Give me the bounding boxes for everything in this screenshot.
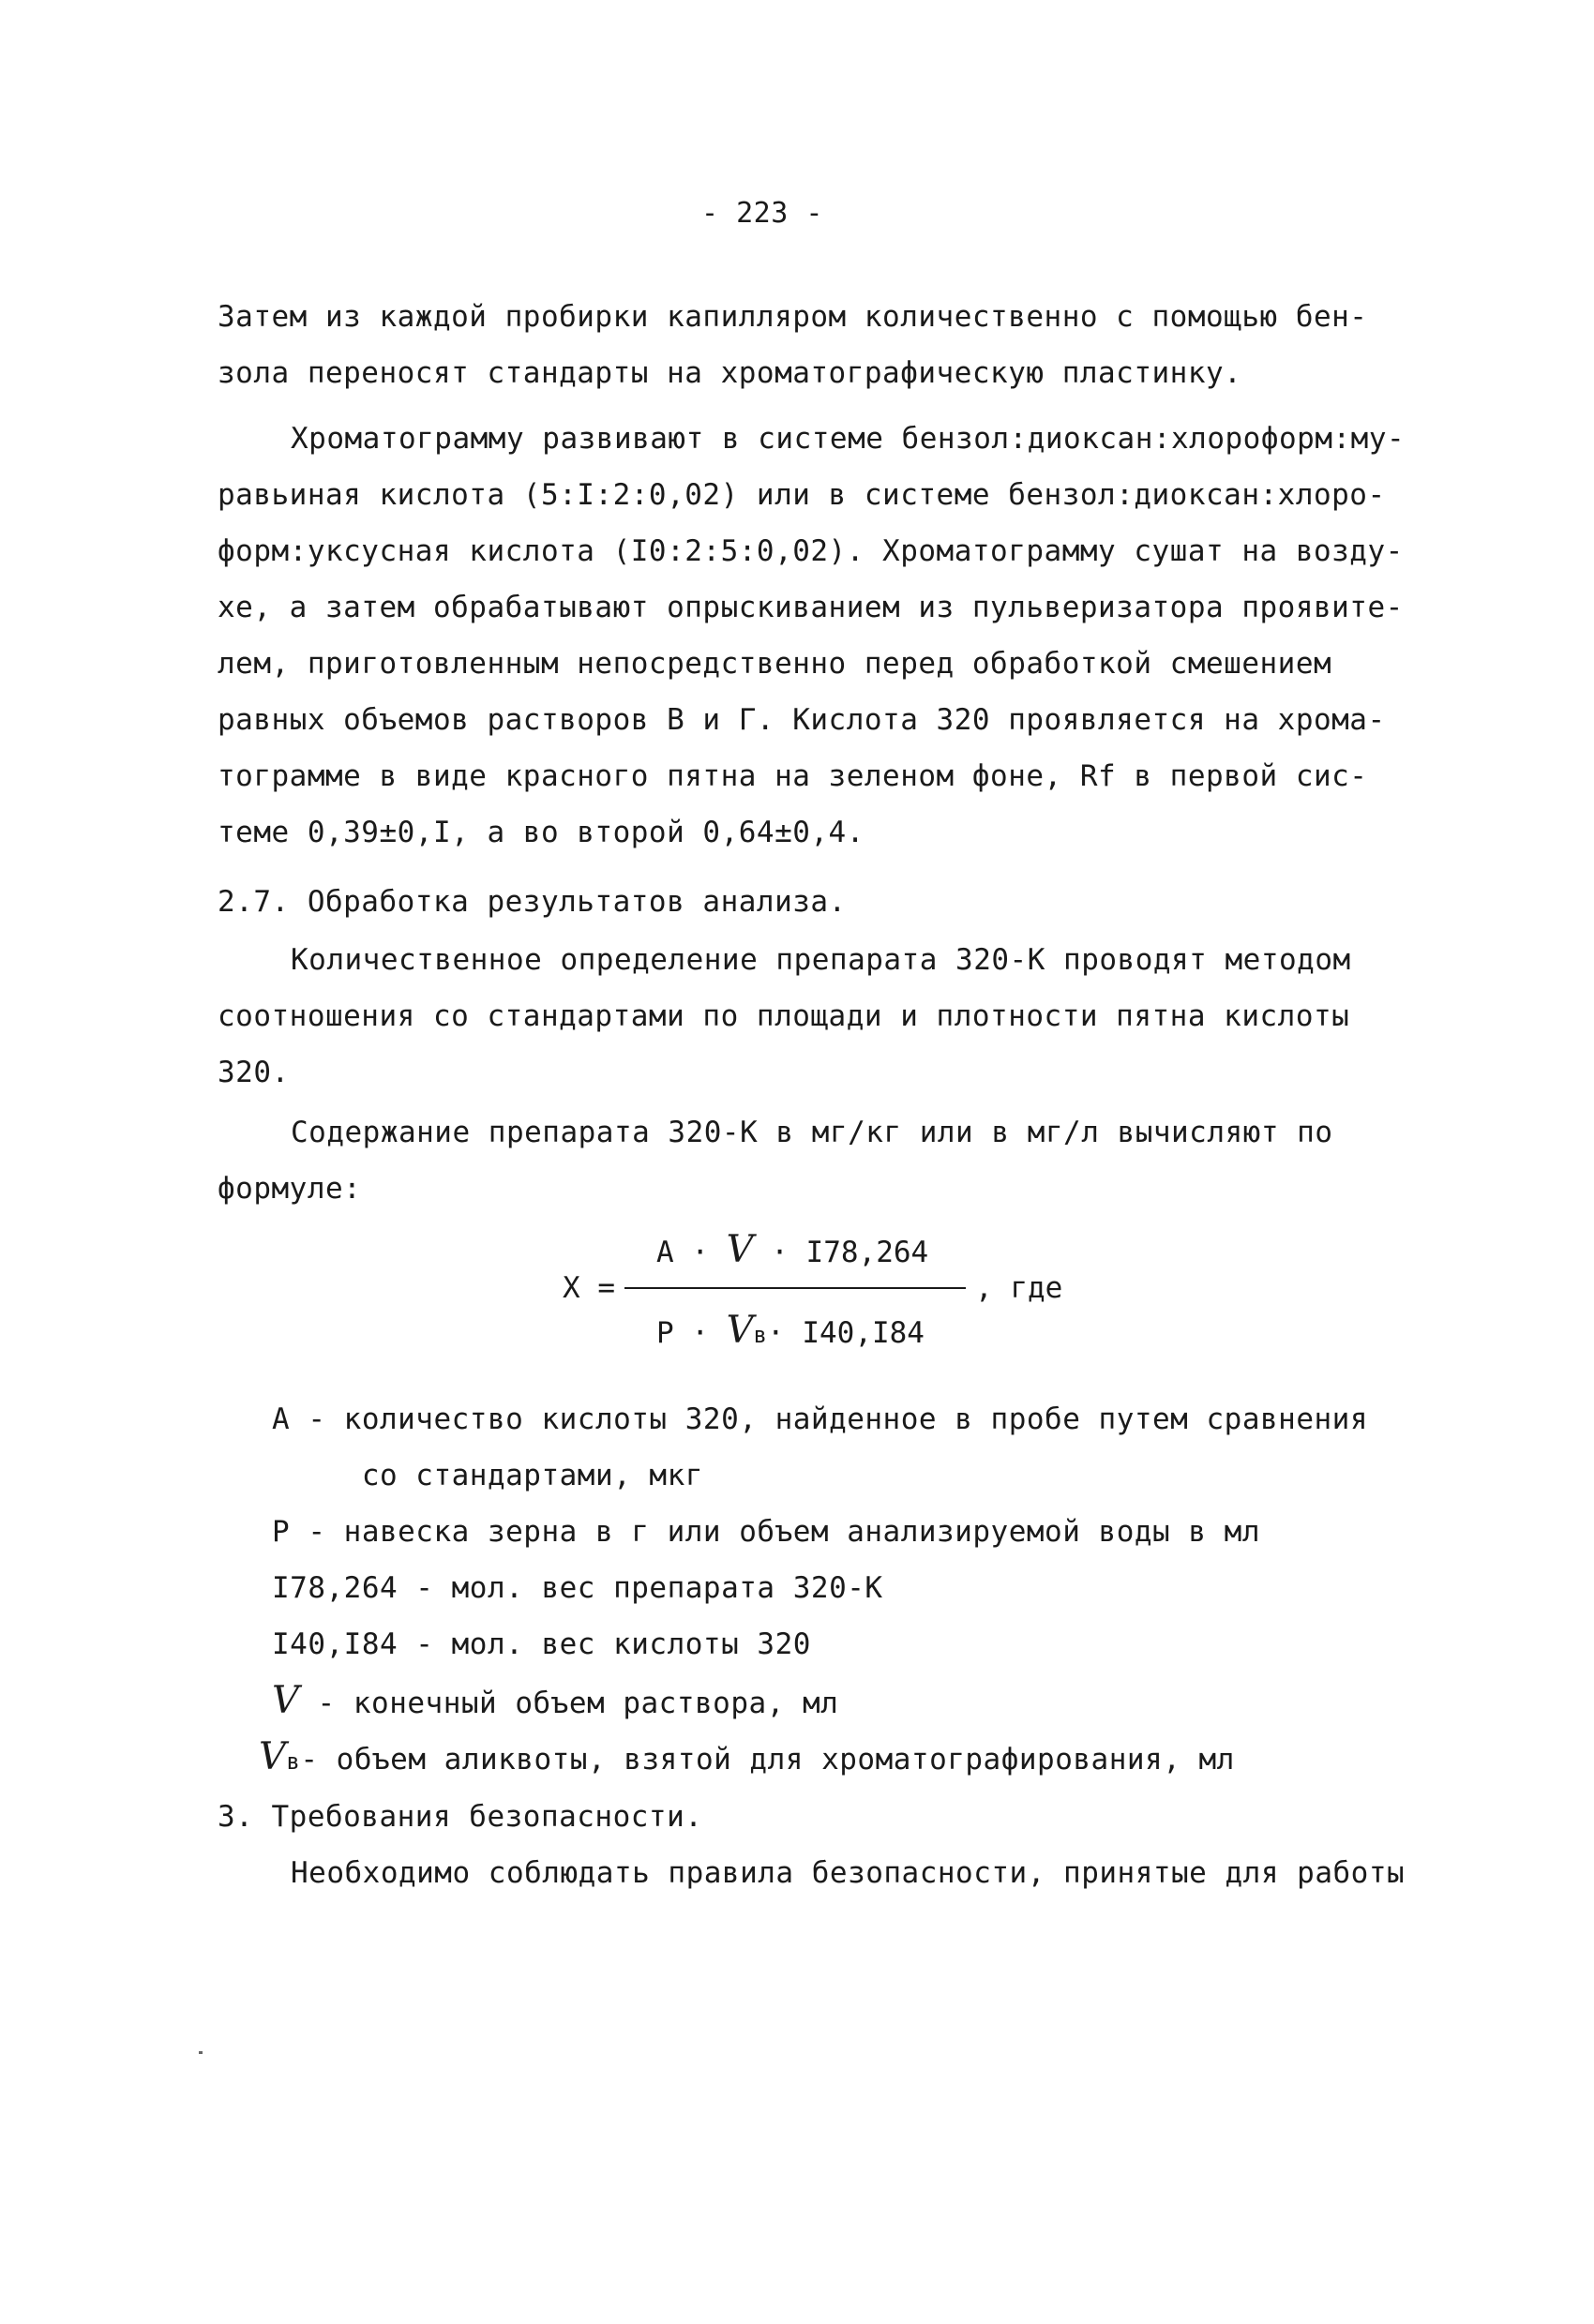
definition-line: I40,I84 - мол. вес кислоты 320: [272, 1627, 811, 1661]
paragraph-line: равных объемов растворов В и Г. Кислота 320 проявляется на хрома-: [218, 703, 1386, 737]
definition-line: P - навеска зерна в г или объем анализируемой воды в мл: [272, 1515, 1260, 1549]
paragraph-line: Содержание препарата 320-К в мг/кг или в мг/л вычисляют по: [291, 1116, 1333, 1149]
fraction-bar: [624, 1287, 966, 1289]
formula-denominator: P · Vв· I40,I84: [656, 1309, 925, 1352]
paragraph-line: формуле:: [218, 1172, 362, 1206]
definition-line: I78,264 - мол. вес препарата 320-К: [272, 1571, 883, 1605]
paragraph-line: Необходимо соблюдать правила безопасности, принятые для работы: [291, 1856, 1406, 1890]
section-heading: 3. Требования безопасности.: [218, 1800, 703, 1834]
definition-line-vb: Vв- объем аликвоты, взятой для хроматографирования, мл: [259, 1735, 1235, 1778]
formula-numerator: A · V · I78,264: [656, 1228, 929, 1271]
definition-line: A - количество кислоты 320, найденное в пробе путем сравнения: [272, 1402, 1368, 1436]
paragraph-line: соотношения со стандартами по площади и плотности пятна кислоты: [218, 999, 1350, 1033]
paragraph-line: равьиная кислота (5:I:2:0,02) или в системе бензол:диоксан:хлоро-: [218, 478, 1386, 512]
paragraph-line: лем, приготовленным непосредственно перед обработкой смешением: [218, 647, 1332, 681]
scan-speck: [199, 2051, 203, 2054]
paragraph-line: теме 0,39±0,I, а во второй 0,64±0,4.: [218, 816, 865, 849]
paragraph-line: зола переносят стандарты на хроматографическую пластинку.: [218, 356, 1242, 390]
definition-line: со стандартами, мкг: [272, 1459, 703, 1492]
formula-lhs: X =: [563, 1271, 615, 1305]
formula-where: , где: [975, 1271, 1063, 1305]
page-number: - 223 -: [701, 197, 823, 230]
paragraph-line: Количественное определение препарата 320-К проводят методом: [291, 943, 1351, 977]
section-heading: 2.7. Обработка результатов анализа.: [218, 885, 847, 919]
paragraph-line: Хроматограмму развивают в системе бензол:диоксан:хлороформ:му-: [291, 422, 1406, 456]
formula: [563, 1228, 1088, 1359]
definition-line-v: V - конечный объем раствора, мл: [272, 1679, 839, 1722]
paragraph-line: тограмме в виде красного пятна на зеленом фоне, Rf в первой сис-: [218, 759, 1368, 793]
paragraph-line: 320.: [218, 1056, 290, 1089]
paragraph-line: форм:уксусная кислота (I0:2:5:0,02). Хроматограмму сушат на возду-: [218, 534, 1404, 568]
paragraph-line: Затем из каждой пробирки капилляром количественно с помощью бен-: [218, 300, 1368, 334]
paragraph-line: хе, а затем обрабатывают опрыскиванием из пульверизатора проявите-: [218, 591, 1404, 624]
